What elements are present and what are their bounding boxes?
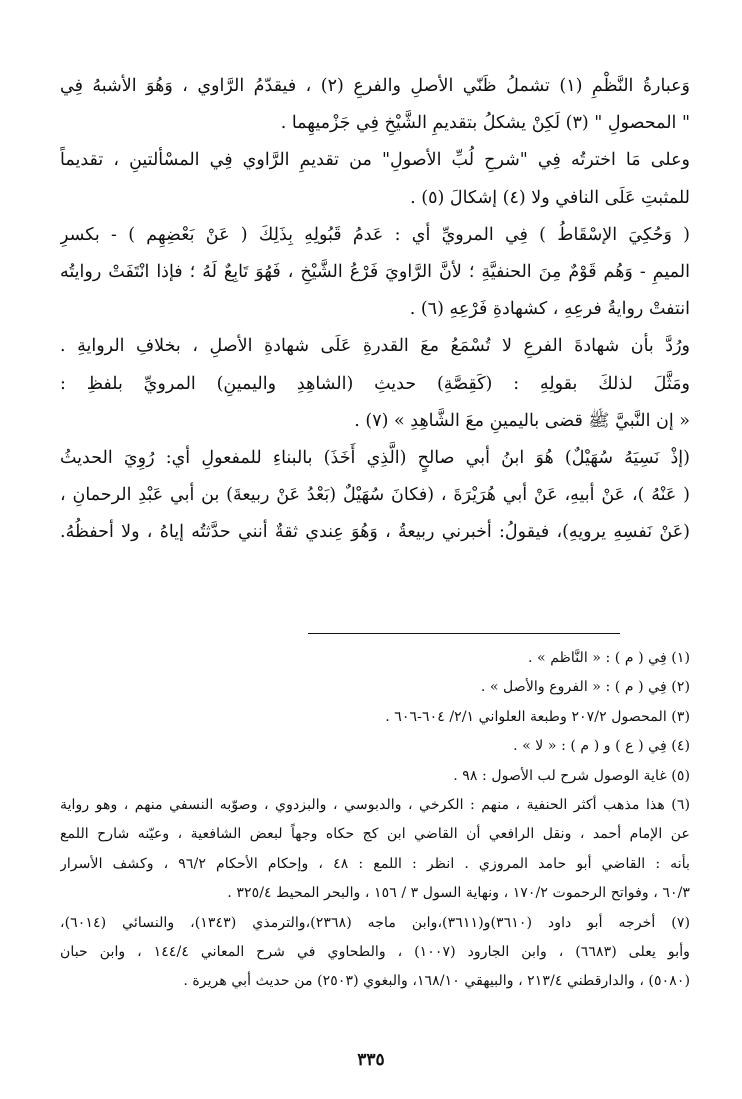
text-line-6: الميمِ - وَهُم قَوْمٌ مِنَ الحنفيَّةِ ؛ لأنَّ الرَّاويَ فَرْعُ الشَّيْخِ ، فَهُوَ تَابِعٌ لَهُ ؛ فإذا انْتَفَتْ روايتُه	[60, 261, 690, 282]
footnote-1: (١) فِي ( م ) : « النَّاظم » .	[527, 650, 690, 666]
footnote-6-line-4: ٦٠/٣ ، وفواتح الرحموت ١٧٠/٢ ، ونهاية السول ٣ / ١٥٦ ، والبحر المحيط ٣٢٥/٤ .	[227, 885, 690, 902]
footnote-7-line-2: وأبو يعلى (٦٦٨٣) ، وابن الجارود (١٠٠٧) ، والطحاوي في شرح المعاني ١٤٤/٤ ، وابن حبان	[60, 943, 690, 960]
text-line-1: وَعبارةُ النَّظْمِ (١) تشملُ ظَنّي الأصلِ والفرعِ (٢) ، فيقدّمُ الرَّاوي ، وَهُوَ الأشبهُ فِي	[60, 76, 690, 96]
text-line-2: " المحصولِ " (٣) لَكِنْ يشكلُ بتقديمِ الشَّيْخِ فِي جَزْميهِما .	[280, 113, 690, 134]
footnote-2: (٢) فِي ( م ) : « الفروع والأصل » .	[480, 679, 690, 696]
text-line-7: انتفتْ روايةُ فرعِهِ ، كشهادةِ فَرْعِهِ (٦) .	[409, 299, 690, 320]
text-line-11: (إذْ نَسِيَهُ سُهَيْلٌ) هُوَ ابنُ أبي صالحٍ (الَّذِي أَخَذَ) بالبناءِ للمفعولِ أي: رُوِيَ الحديثُ	[60, 447, 690, 468]
main-text	[60, 68, 690, 551]
footnote-4: (٤) فِي ( ع ) و ( م ) : « لا » .	[513, 738, 690, 755]
footnotes	[60, 644, 690, 997]
footnote-5: (٥) غاية الوصول شرح لب الأصول : ٩٨ .	[453, 767, 690, 784]
footnote-separator	[308, 633, 620, 634]
footnote-6-line-1: (٦) هذا مذهب أكثر الحنفية ، منهم : الكرخي ، والدبوسي ، والبزدوي ، وصوّبه النسفي منهم ، وهو رواية	[60, 796, 690, 813]
text-line-4: للمثبتِ عَلَى النافي ولا (٤) إشكالَ (٥) .	[410, 187, 690, 208]
footnote-6-line-2: عن الإمام أحمد ، ونقل الرافعي أن القاضي ابن كج حكاه وجهاً لبعض الشافعية ، وعيّنه شارح اللمع	[60, 826, 690, 843]
footnote-7-line-3: (٥٠٨٠) ، والدارقطني ٢١٣/٤ ، والبيهقي ١٦٨/١٠، والبغوي (٢٥٠٣) من حديث أبي هريرة .	[183, 973, 690, 990]
text-line-5: ( وَحُكِيَ الإسْقَاطُ ) فِي المرويِّ أي : عَدمُ قَبُولِهِ بِذَلِكَ ( عَنْ بَعْضِهِم ) - بكسرِ	[60, 224, 690, 245]
text-line-9: ومَثَّلَ لذلكَ بقولِهِ : (كَقِصَّةِ) حديثِ (الشاهِدِ واليمينِ) المرويِّ بلفظِ :	[60, 373, 690, 394]
footnote-6-line-3: بأنه : القاضي أبو حامد المروزي . انظر : اللمع : ٤٨ ، وإحكام الأحكام ٩٦/٢ ، وكشف الأسرار	[60, 855, 690, 872]
text-line-12: ( عَنْهُ )، عَنْ أبيهِ، عَنْ أبي هُرَيْرَةَ ، (فكانَ سُهَيْلٌ (بَعْدُ عَنْ ربيعةَ) بن أبي عَبْدِ الرحمانِ ،	[60, 485, 690, 506]
text-line-3: وعلى مَا اخترتُه فِي "شرحِ لُبِّ الأصولِ" من تقديمِ الرَّاوي فِي المسْألتينِ ، تقديماً	[60, 150, 690, 171]
page-number: ٣٣٥	[357, 1050, 385, 1070]
footnote-7-line-1: (٧) أخرجه أبو داود (٣٦١٠)و(٣٦١١)،وابن ماجه (٢٣٦٨)،والترمذي (١٣٤٣)، والنسائي (٦٠١٤)،	[60, 914, 690, 931]
text-line-10: « إن النَّبيَّ ﷺ قضى باليمينِ معَ الشَّاهِدِ » (٧) .	[354, 410, 690, 431]
footnote-3: (٣) المحصول ٢٠٧/٢ وطبعة العلواني ٢/١/ ٦٠٤-٦٠٦ .	[385, 708, 690, 725]
text-line-13: (عَنْ نَفسِهِ يرويهِ)، فيقولُ: أخبرني ربيعةُ ، وَهُوَ عِندي ثقةٌ أنني حدَّثتُه إياهُ ، ولا أحفظُهُ.	[60, 522, 690, 543]
text-line-8: ورُدَّ بأن شهادةَ الفرعِ لا تُسْمَعُ معَ القدرةِ عَلَى شهادةِ الأصلِ ، بخلافِ الروايةِ .	[60, 336, 690, 357]
